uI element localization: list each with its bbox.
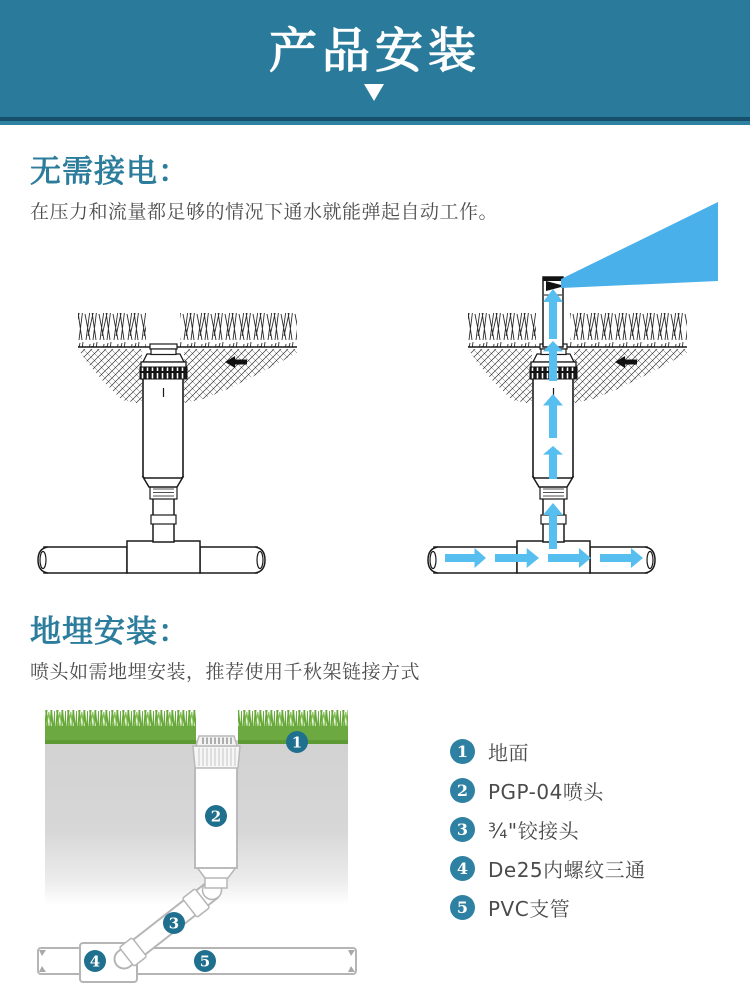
legend-item-sprinkler <box>450 778 646 803</box>
section-heading-no-power: 无需接电： <box>30 154 190 190</box>
legend-item-tee <box>450 856 646 881</box>
section-body-no-power: 在压力和流量都足够的情况下通水就能弹起自动工作。 <box>30 201 499 223</box>
section-body-buried: 喷头如需地埋安装，推荐使用千秋架链接方式 <box>30 661 421 683</box>
banner <box>0 0 750 125</box>
down-arrow-icon <box>364 84 384 101</box>
marker-4: 4 <box>89 952 101 971</box>
legend-circle-4: 4 <box>450 856 475 881</box>
legend-circle-5: 5 <box>450 895 475 920</box>
water-spray-cone <box>561 202 718 288</box>
legend-item-ground <box>450 739 646 764</box>
legend-label-1: 地面 <box>488 741 529 765</box>
legend-label-4: De25内螺纹三通 <box>488 858 646 882</box>
legend-label-3: ¾"铰接头 <box>488 819 580 843</box>
marker-5: 5 <box>199 952 211 971</box>
marker-1: 1 <box>291 733 303 752</box>
marker-3: 3 <box>168 914 180 933</box>
page-title: 产品安装 <box>268 23 481 79</box>
buried-installation-diagram <box>0 700 460 990</box>
sprinkler-working-drawing <box>428 202 718 573</box>
legend-label-5: PVC支管 <box>488 897 571 921</box>
legend <box>450 739 646 920</box>
section-heading-buried: 地埋安装： <box>30 614 190 650</box>
marker-2: 2 <box>210 807 222 826</box>
legend-circle-2: 2 <box>450 778 475 803</box>
sprinkler-retracted-drawing <box>38 313 297 573</box>
legend-item-pvc-pipe <box>450 895 646 920</box>
legend-circle-1: 1 <box>450 739 475 764</box>
sprinkler-popup-diagram <box>0 190 750 600</box>
legend-circle-3: 3 <box>450 817 475 842</box>
legend-label-2: PGP-04喷头 <box>488 780 604 804</box>
legend-item-swivel-joint <box>450 817 646 842</box>
